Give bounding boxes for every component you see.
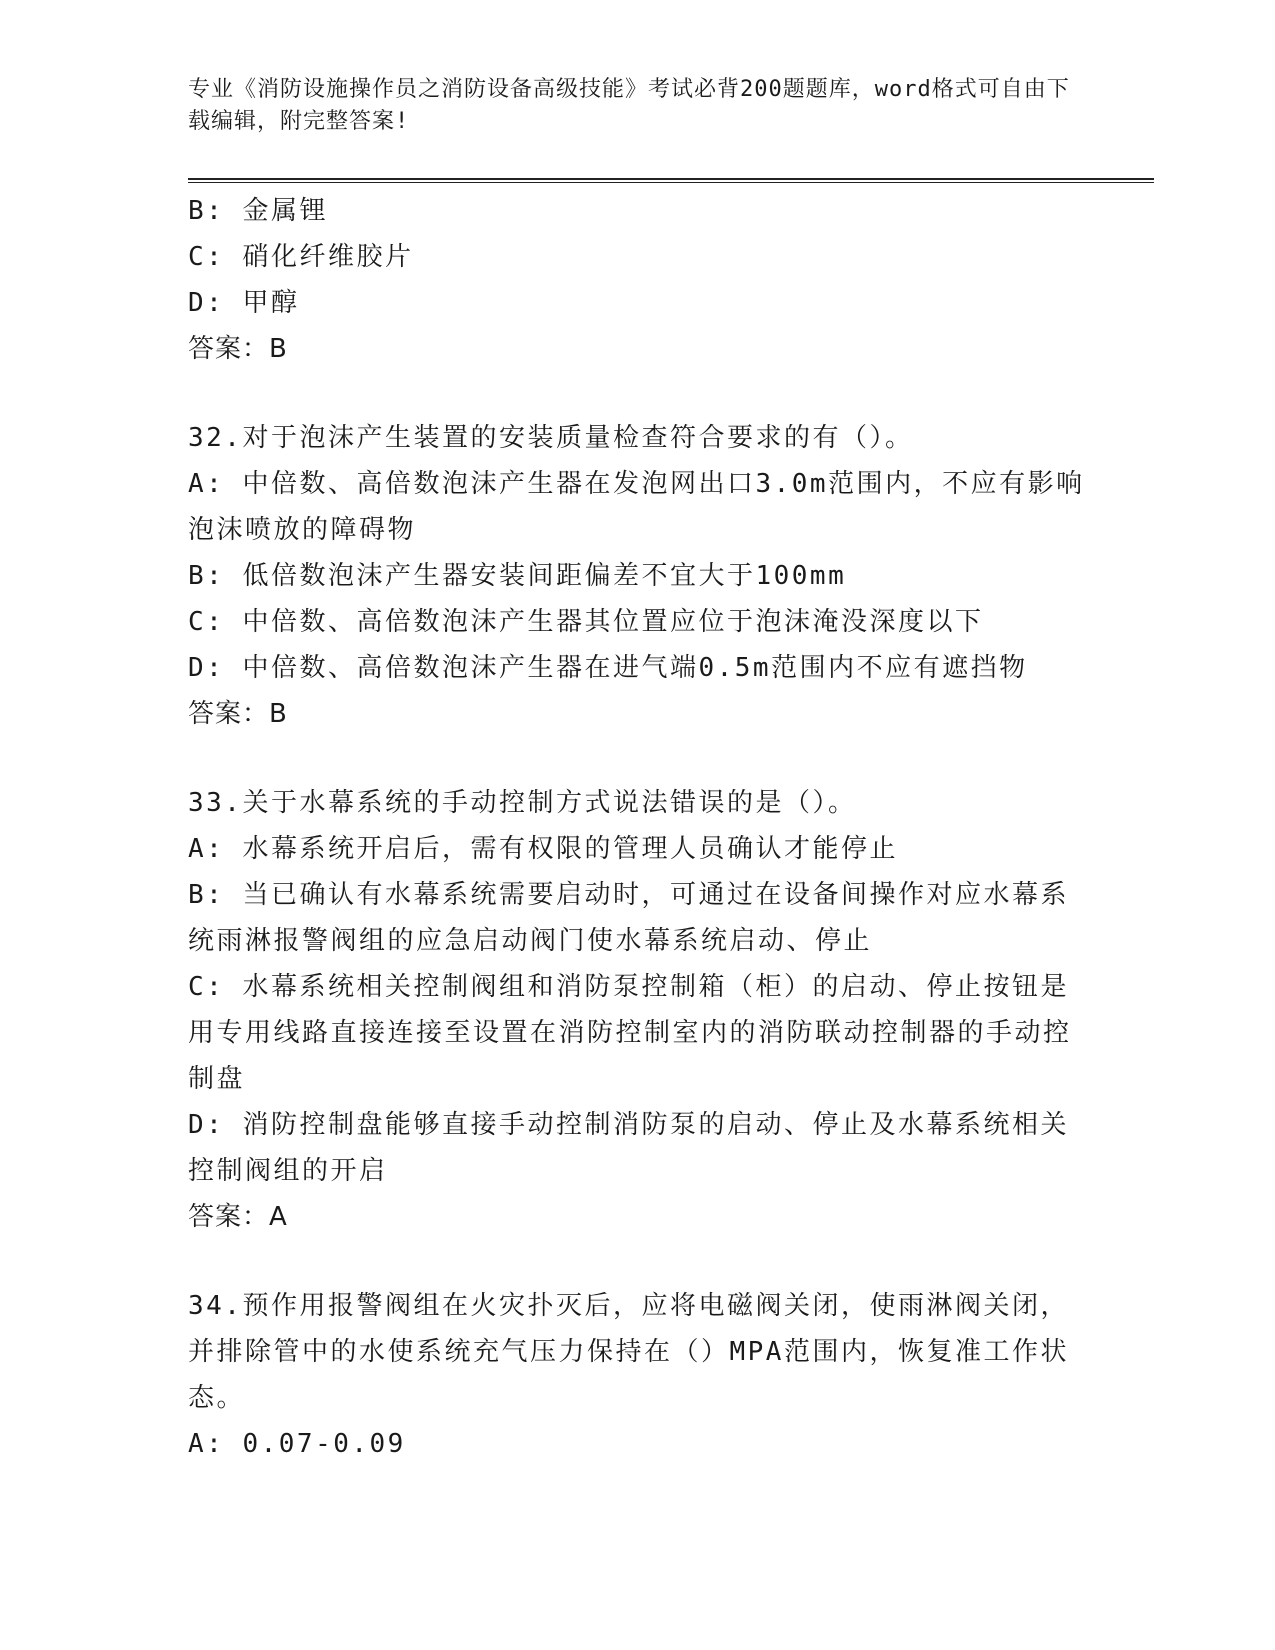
question-31-option-c: C: 硝化纤维胶片 xyxy=(188,242,414,272)
question-33-stem: 33.关于水幕系统的手动控制方式说法错误的是（）。 xyxy=(188,788,857,818)
question-32-option-b: B: 低倍数泡沫产生器安装间距偏差不宜大于100mm xyxy=(188,561,847,591)
question-31-option-d: D: 甲醇 xyxy=(188,288,300,318)
question-33-answer: 答案：A xyxy=(188,1202,288,1232)
question-33-option-a: A: 水幕系统开启后，需有权限的管理人员确认才能停止 xyxy=(188,834,898,864)
header-divider xyxy=(188,178,1154,183)
spacer xyxy=(188,372,1088,415)
question-33-option-b: B: 当已确认有水幕系统需要启动时，可通过在设备间操作对应水幕系统雨淋报警阀组的应急启动阀门使水幕系统启动、停止 xyxy=(188,880,1069,956)
spacer xyxy=(188,1240,1088,1283)
question-32 xyxy=(188,415,1088,737)
question-33 xyxy=(188,780,1088,1240)
question-33-option-c: C: 水幕系统相关控制阀组和消防泵控制箱（柜）的启动、停止按钮是用专用线路直接连接至设置在消防控制室内的消防联动控制器的手动控制盘 xyxy=(188,972,1072,1094)
question-32-option-c: C: 中倍数、高倍数泡沫产生器其位置应位于泡沫淹没深度以下 xyxy=(188,607,984,637)
question-31-option-b: B: 金属锂 xyxy=(188,196,328,226)
question-content xyxy=(188,188,1088,1467)
question-31-answer: 答案：B xyxy=(188,334,288,364)
question-34-option-a: A: 0.07-0.09 xyxy=(188,1429,406,1459)
question-32-option-a: A: 中倍数、高倍数泡沫产生器在发泡网出口3.0m范围内，不应有影响泡沫喷放的障碍物 xyxy=(188,469,1085,545)
question-31-tail xyxy=(188,188,1088,372)
question-34-stem: 34.预作用报警阀组在火灾扑灭后，应将电磁阀关闭，使雨淋阀关闭，并排除管中的水使系统充气压力保持在（）MPA范围内，恢复准工作状态。 xyxy=(188,1291,1069,1413)
question-32-option-d: D: 中倍数、高倍数泡沫产生器在进气端0.5m范围内不应有遮挡物 xyxy=(188,653,1028,683)
question-33-option-d: D: 消防控制盘能够直接手动控制消防泵的启动、停止及水幕系统相关控制阀组的开启 xyxy=(188,1110,1069,1186)
question-32-answer: 答案：B xyxy=(188,699,288,729)
question-32-stem: 32.对于泡沫产生装置的安装质量检查符合要求的有（）。 xyxy=(188,423,914,453)
document-header: 专业《消防设施操作员之消防设备高级技能》考试必背200题题库，word格式可自由下载编辑，附完整答案! xyxy=(188,77,1070,134)
question-34 xyxy=(188,1283,1088,1467)
spacer xyxy=(188,737,1088,780)
